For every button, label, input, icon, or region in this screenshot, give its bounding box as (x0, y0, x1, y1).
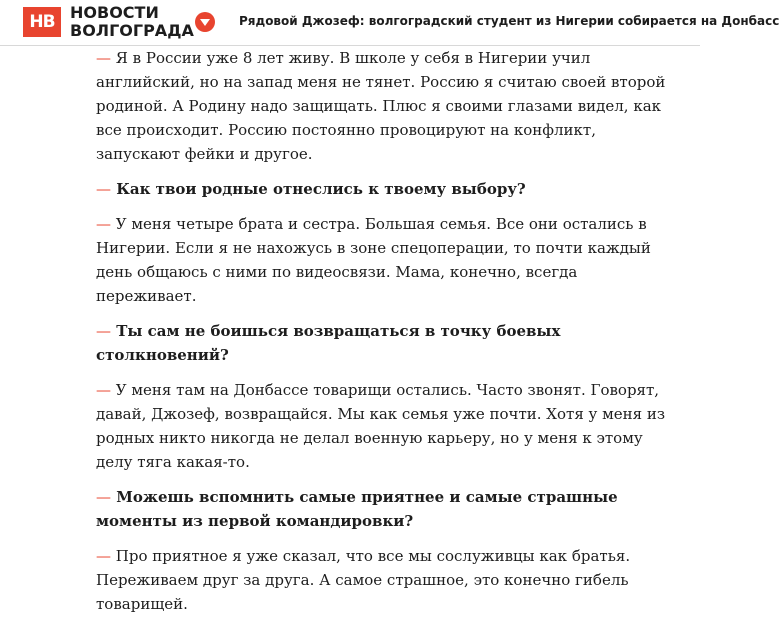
site-brand-name[interactable] (70, 4, 194, 40)
answer-text: Про приятное я уже сказал, что все мы сослуживцы как братья. Переживаем друг за друга. А самое страшное, это конечно гибель товарищей. (96, 547, 631, 613)
article-body (96, 46, 671, 627)
question-text: Как твои родные отнеслись к твоему выбору? (116, 180, 526, 198)
answer-paragraph (96, 212, 671, 308)
question-paragraph (96, 485, 671, 533)
answer-text: Я в России уже 8 лет живу. В школе у себя в Нигерии учил английский, но на запад меня не тянет. Россию я считаю своей второй родиной. А Родину надо защищать. Плюс я своими глазами видел, как все происходит. Россию постоянно провоцируют на конфликт, запускают фейки и другое. (96, 49, 666, 163)
answer-paragraph (96, 544, 671, 616)
article-headline[interactable]: Рядовой Джозеф: волгоградский студент из Нигерии собирается на Донбасс (239, 14, 779, 28)
dash-mark: — (96, 547, 111, 565)
answer-text: У меня там на Донбассе товарищи остались. Часто звонят. Говорят, давай, Джозеф, возвращайся. Мы как семья уже почти. Хотя у меня из родных никто никогда не делал военную карьеру, но у меня к этому делу тяга какая-то. (96, 381, 666, 471)
question-text: Можешь вспомнить самые приятнее и самые страшные моменты из первой командировки? (96, 488, 618, 530)
answer-text: У меня четыре брата и сестра. Большая семья. Все они остались в Нигерии. Если я не нахожусь в зоне спецоперации, то почти каждый день общаюсь с ними по видеосвязи. Мама, конечно, всегда переживает. (96, 215, 651, 305)
dash-mark: — (96, 180, 111, 198)
answer-paragraph (96, 378, 671, 474)
site-header (0, 0, 779, 46)
brand-line-1: НОВОСТИ (70, 3, 159, 22)
question-paragraph (96, 319, 671, 367)
dash-mark: — (96, 322, 111, 340)
answer-paragraph (96, 46, 671, 166)
dash-mark: — (96, 381, 111, 399)
question-paragraph (96, 177, 671, 201)
chevron-down-icon[interactable] (195, 12, 215, 32)
site-logo[interactable]: НВ (23, 7, 61, 37)
dash-mark: — (96, 49, 111, 67)
dash-mark: — (96, 215, 111, 233)
dash-mark: — (96, 488, 111, 506)
question-text: Ты сам не боишься возвращаться в точку боевых столкновений? (96, 322, 561, 364)
brand-line-2: ВОЛГОГРАДА (70, 21, 194, 40)
